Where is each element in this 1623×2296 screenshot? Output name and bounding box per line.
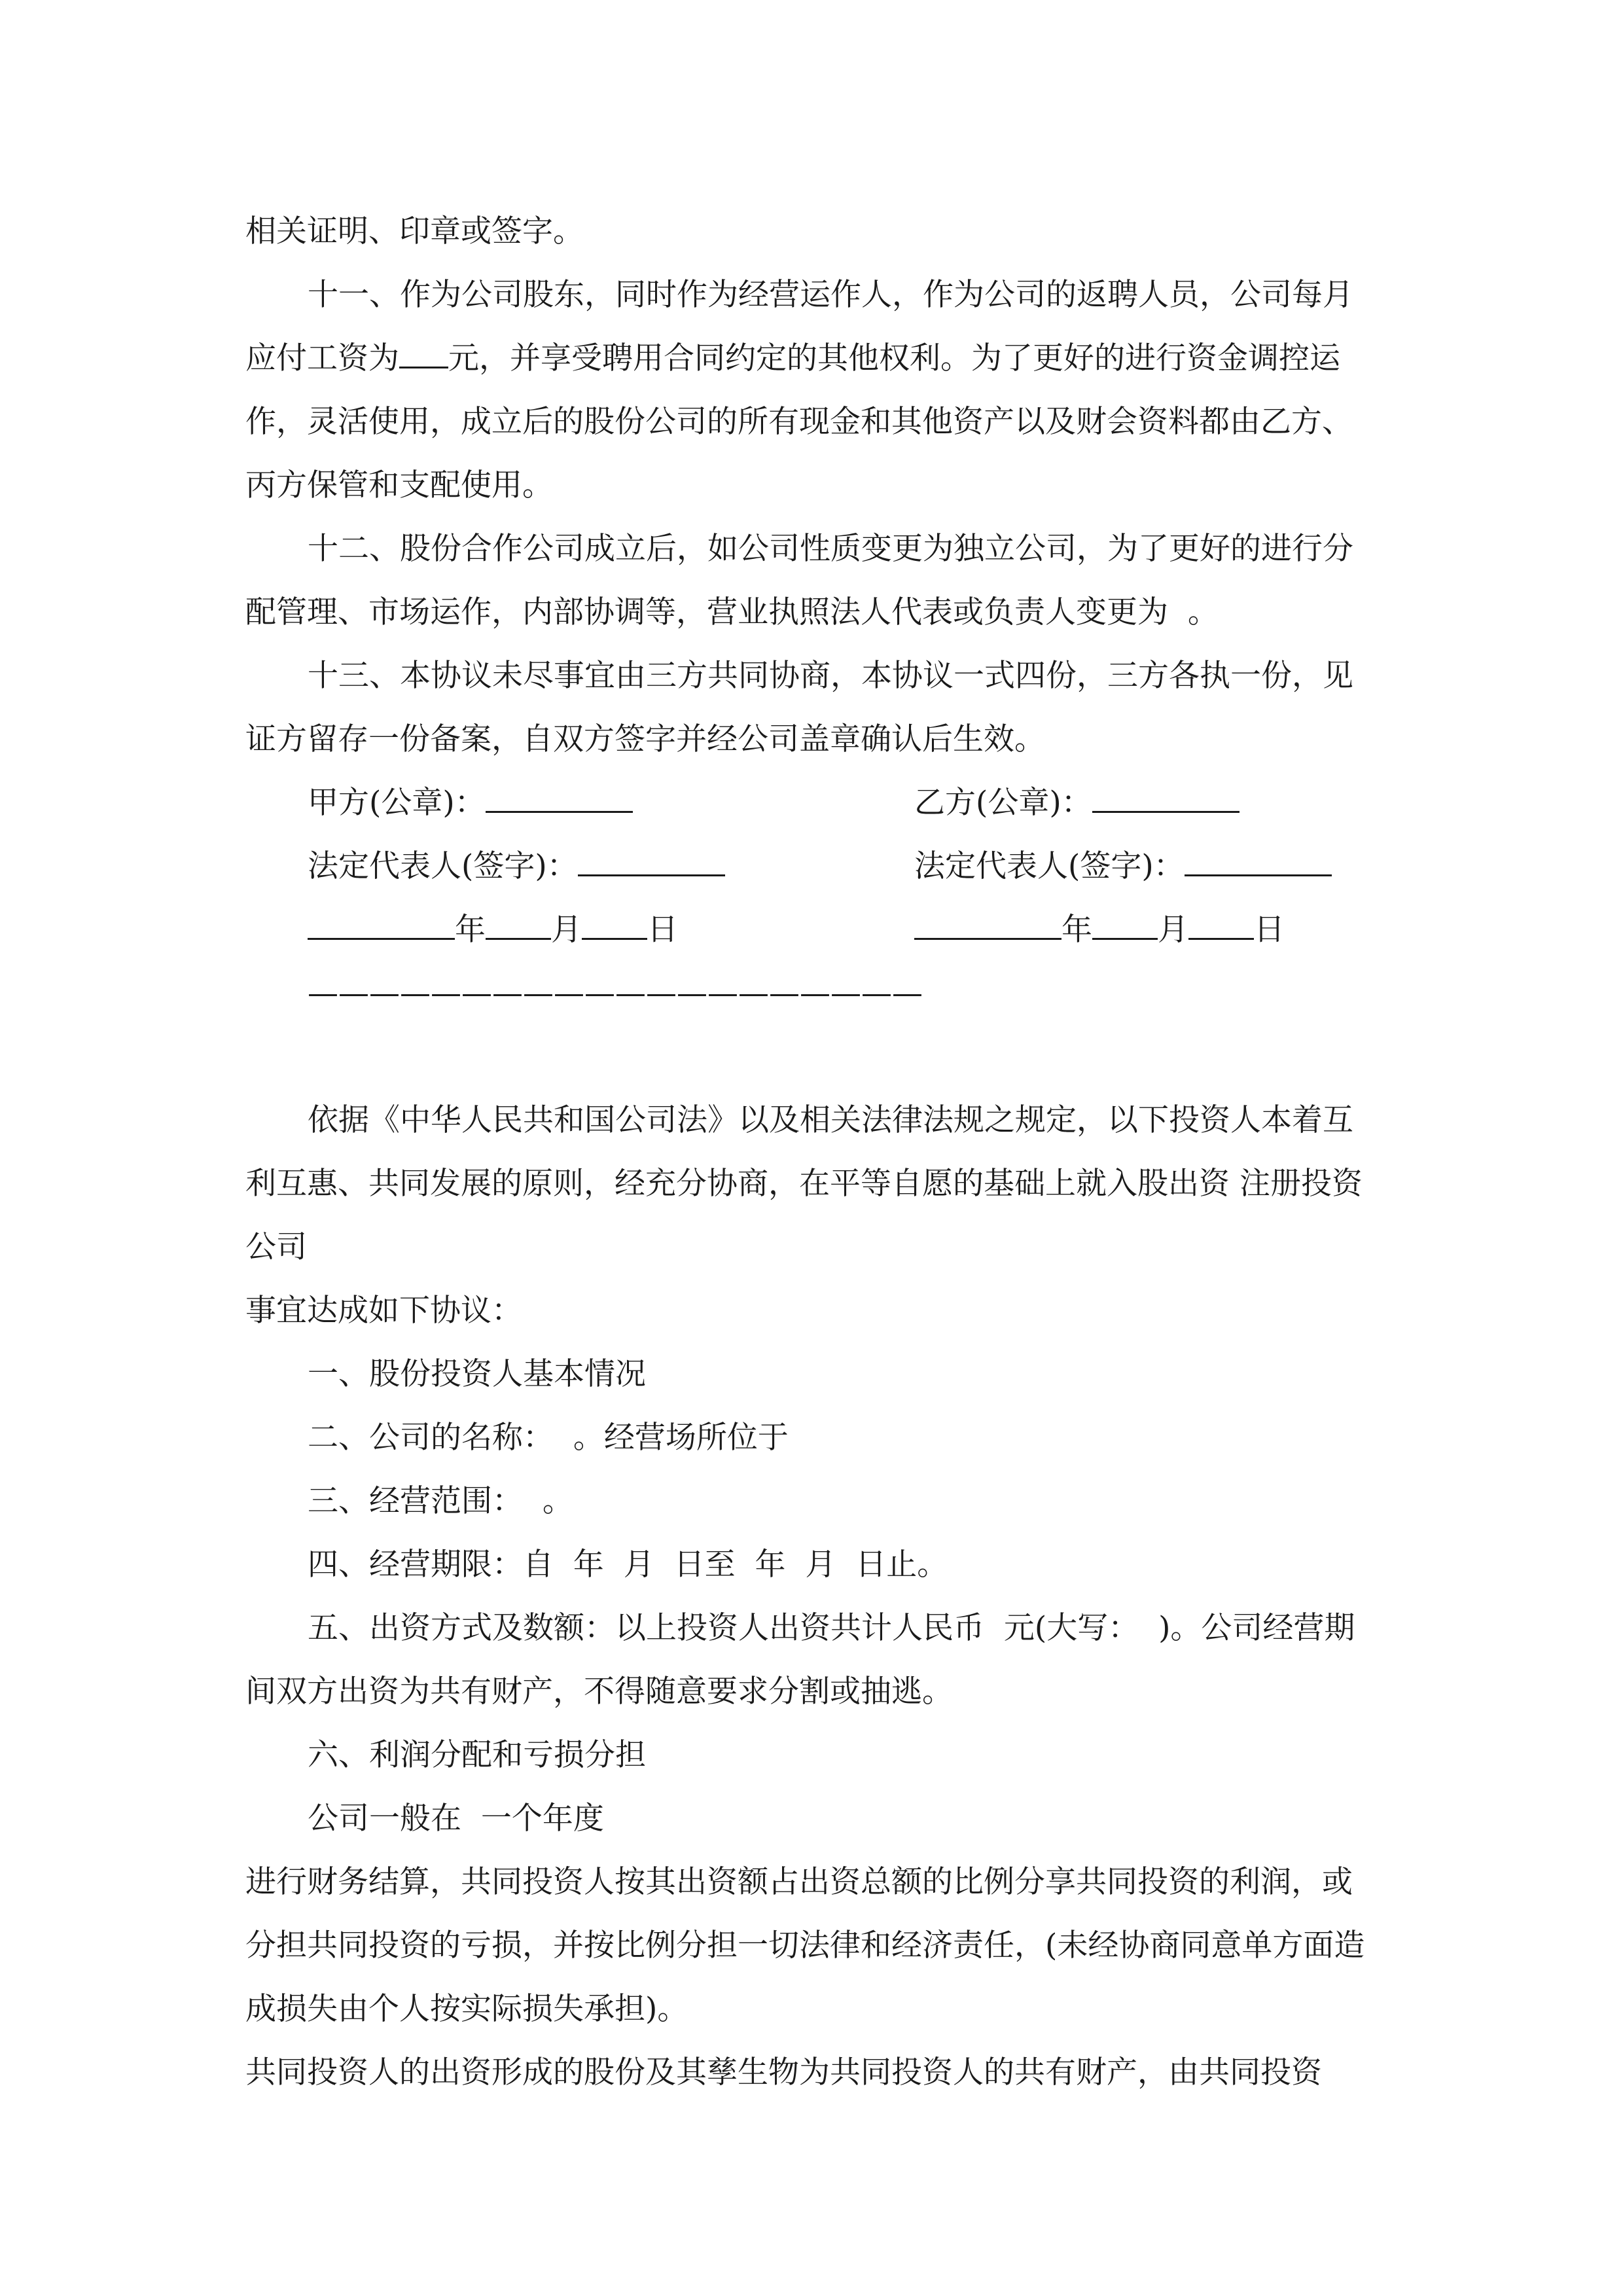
party-b-seal-blank [1092, 782, 1240, 813]
clause-13: 十三、本协议未尽事宜由三方共同协商，本协议一式四份，三方各执一份，见证方留存一份备案，自双方签字并经公司盖章确认后生效。 [245, 658, 1353, 757]
clause-11-text-b: 元，并享受聘用合同约定的其他权利。为了更好的进行资金调控运作，灵活使用，成立后的股份公司的所有现金和其他资产以及财会资料都由乙方、丙方保管和支配使用。 [245, 340, 1353, 503]
date-year-label: 年 [1061, 912, 1092, 948]
signature-row-rep [245, 834, 1381, 898]
item-6-property: 共同投资人的出资形成的股份及其孳生物为共同投资人的共有财产，由共同投资 [245, 2054, 1322, 2090]
item-6-sub: 公司一般在 一个年度 [308, 1801, 604, 1837]
item-3: 三、经营范围： 。 [308, 1483, 573, 1519]
party-a-rep [308, 834, 725, 898]
item-5: 五、出资方式及数额：以上投资人出资共计人民币 元(大写： )。公司经营期间双方出资为共有财产，不得随意要求分割或抽逃。 [245, 1610, 1355, 1710]
date-day-blank [582, 909, 647, 940]
party-a-seal [308, 771, 633, 834]
item-1: 一、股份投资人基本情况 [308, 1356, 646, 1392]
clause-12: 十二、股份合作公司成立后，如公司性质变更为独立公司，为了更好的进行分配管理、市场运作，内部协调等，营业执照法人代表或负责人变更为 。 [245, 531, 1353, 630]
spacer [245, 1025, 1381, 1088]
date-month-blank [1092, 909, 1158, 940]
intro-continuation: 事宜达成如下协议： [245, 1293, 522, 1329]
date-month-blank [486, 909, 551, 940]
party-b-seal-label: 乙方(公章)： [914, 785, 1092, 821]
signature-row-seal [245, 771, 1381, 834]
item-6: 六、利润分配和亏损分担 [308, 1737, 646, 1773]
date-day-label: 日 [647, 912, 678, 948]
party-b-seal [914, 771, 1240, 834]
party-a-rep-label: 法定代表人(签字)： [308, 848, 578, 884]
party-a-seal-label: 甲方(公章)： [308, 785, 486, 821]
clause-11 [245, 263, 1381, 517]
party-b-rep-label: 法定代表人(签字)： [914, 848, 1185, 884]
item-6-detail: 进行财务结算，共同投资人按其出资额占出资总额的比例分享共同投资的利润，或分担共同投资的亏损，并按比例分担一切法律和经济责任，(未经协商同意单方面造成损失由个人按实际损失承担)。 [245, 1864, 1365, 2027]
party-a-seal-blank [486, 782, 633, 813]
party-a-rep-blank [578, 846, 725, 876]
date-year-blank [308, 909, 455, 940]
date-day-label: 日 [1254, 912, 1285, 948]
section-divider: ———————————————————— [308, 975, 923, 1011]
item-4: 四、经营期限：自 年 月 日至 年 月 日止。 [308, 1547, 948, 1583]
salary-blank [399, 338, 448, 368]
clause-11-text-a: 十一、作为公司股东，同时作为经营运作人，作为公司的返聘人员，公司每月应付工资为 [245, 277, 1353, 376]
item-2: 二、公司的名称： 。经营场所位于 [308, 1420, 789, 1456]
date-day-blank [1188, 909, 1254, 940]
party-b-rep [914, 834, 1332, 898]
signature-row-date [245, 898, 1381, 961]
divider-row [245, 961, 1381, 1025]
date-year-label: 年 [455, 912, 486, 948]
document-body [245, 200, 1381, 2104]
party-b-rep-blank [1185, 846, 1332, 876]
date-year-blank [914, 909, 1061, 940]
party-b-date [914, 898, 1285, 961]
party-a-date [308, 898, 678, 961]
intro-paragraph: 依据《中华人民共和国公司法》以及相关法律法规之规定，以下投资人本着互利互惠、共同发展的原则，经充分协商，在平等自愿的基础上就入股出资 注册投资公司 [245, 1102, 1363, 1265]
date-month-label: 月 [551, 912, 582, 948]
date-month-label: 月 [1158, 912, 1188, 948]
paragraph-continuation: 相关证明、印章或签字。 [245, 213, 584, 249]
